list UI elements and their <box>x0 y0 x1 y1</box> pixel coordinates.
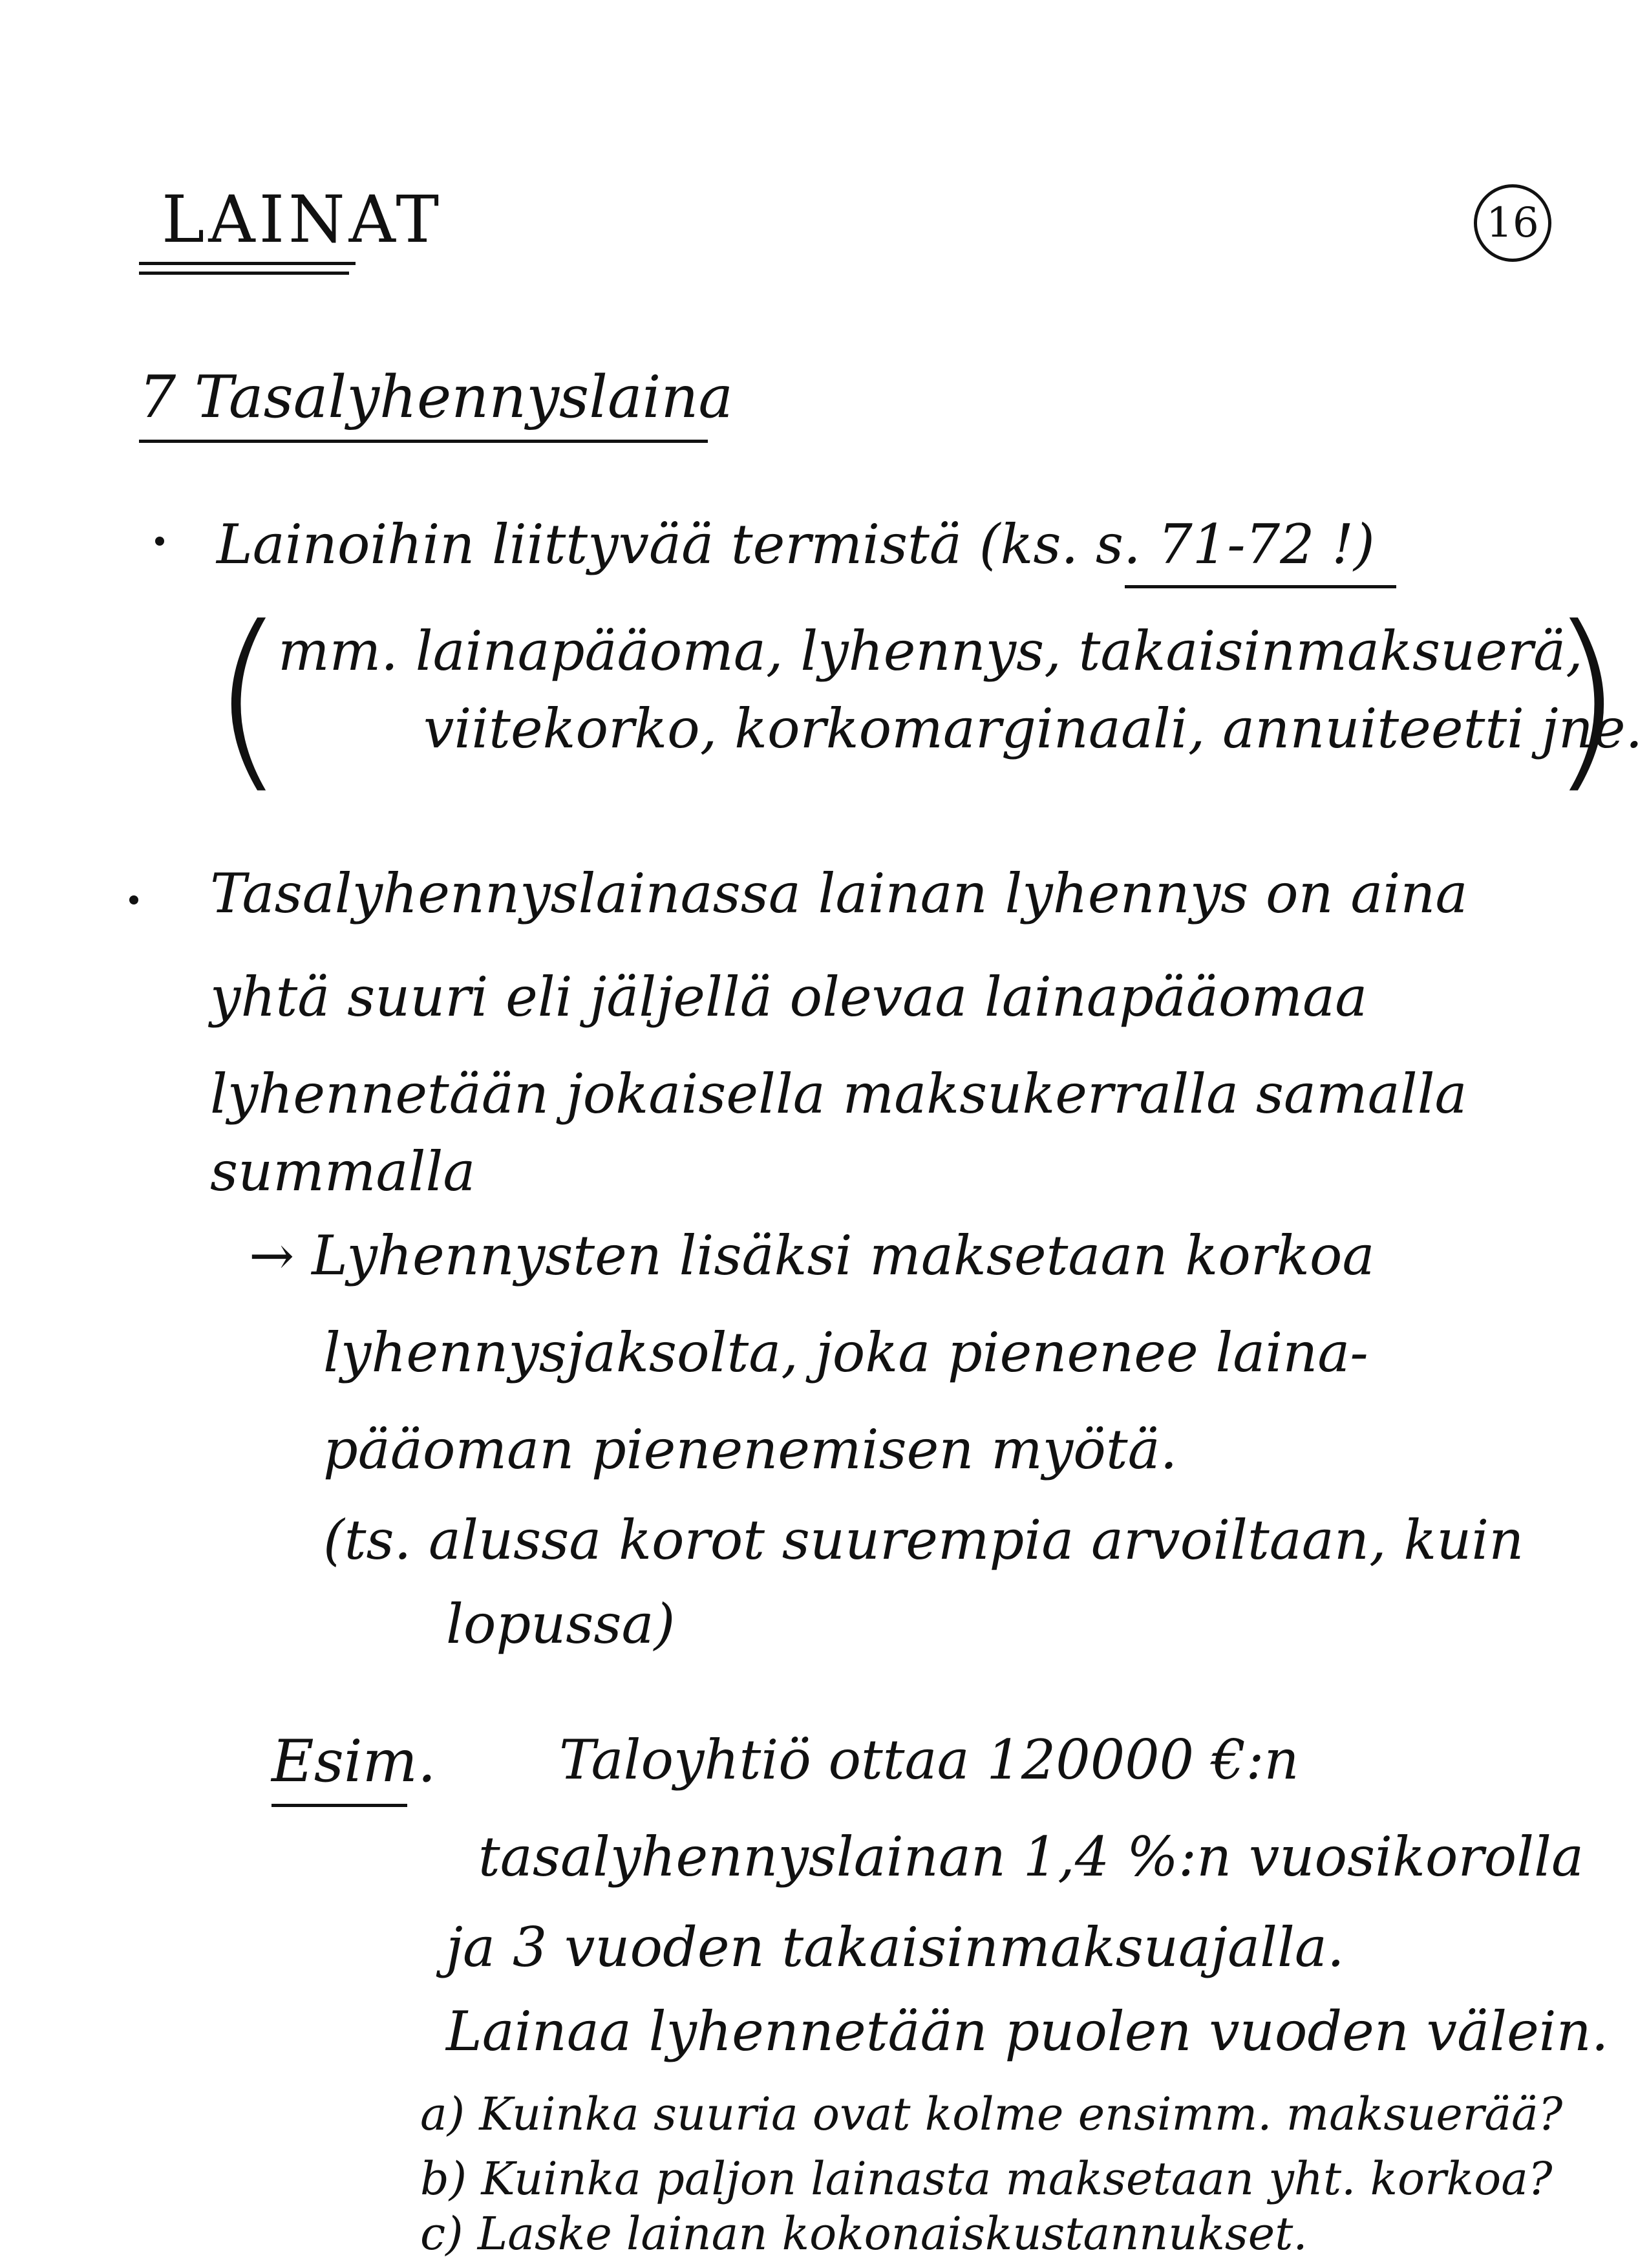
question-b: b) Kuinka paljon lainasta maksetaan yht. korkoa? <box>420 2152 1553 2205</box>
example-line-1: Taloyhtiö ottaa 120000 €:n <box>559 1728 1299 1792</box>
example-label-underline <box>271 1804 407 1807</box>
page-title: LAINAT <box>162 182 443 257</box>
definition-line-4: summalla <box>210 1140 476 1203</box>
example-label: Esim. <box>271 1728 436 1795</box>
note-line-1: (ts. alussa korot suurempia arvoiltaan, kuin <box>323 1508 1524 1572</box>
definition-line-3: lyhennetään jokaisella maksukerralla samalla <box>210 1062 1467 1126</box>
section-heading-underline <box>139 440 708 443</box>
example-line-4: Lainaa lyhennetään puolen vuoden välein. <box>446 2000 1609 2063</box>
left-bracket: ( <box>210 585 286 811</box>
terms-line-3: viitekorko, korkomarginaali, annuiteetti jne. <box>423 697 1643 760</box>
arrow-line-2: lyhennysjaksolta, joka pienenee laina- <box>323 1321 1368 1384</box>
example-line-3: ja 3 vuoden takaisinmaksuajalla. <box>446 1916 1345 1979</box>
arrow-line-3: pääoman pienenemisen myötä. <box>323 1418 1178 1481</box>
example-line-2: tasalyhennyslainan 1,4 %:n vuosikorolla <box>478 1825 1584 1888</box>
title-underline-1 <box>139 262 356 265</box>
definition-line-1: Tasalyhennyslainassa lainan lyhennys on aina <box>210 862 1468 925</box>
section-heading: 7 Tasalyhennyslaina <box>139 363 734 431</box>
title-underline-2 <box>139 272 349 275</box>
right-bracket: ) <box>1548 585 1624 811</box>
definition-line-2: yhtä suuri eli jäljellä olevaa lainapääomaa <box>210 965 1368 1029</box>
question-c: c) Laske lainan kokonaiskustannukset. <box>420 2207 1308 2260</box>
terms-line-2: mm. lainapääoma, lyhennys, takaisinmaksuerä, <box>278 619 1583 683</box>
bullet-point <box>129 895 138 904</box>
page-reference-underline <box>1125 585 1396 588</box>
page-number: 16 <box>1474 184 1551 262</box>
bullet-point <box>155 537 164 546</box>
question-a: a) Kuinka suuria ovat kolme ensimm. maksuerää? <box>420 2088 1563 2141</box>
terms-line-1: Lainoihin liittyvää termistä (ks. s. 71-72 !) <box>217 513 1375 576</box>
note-line-2: lopussa) <box>446 1592 676 1656</box>
arrow-line-1: → Lyhennysten lisäksi maksetaan korkoa <box>249 1224 1375 1287</box>
